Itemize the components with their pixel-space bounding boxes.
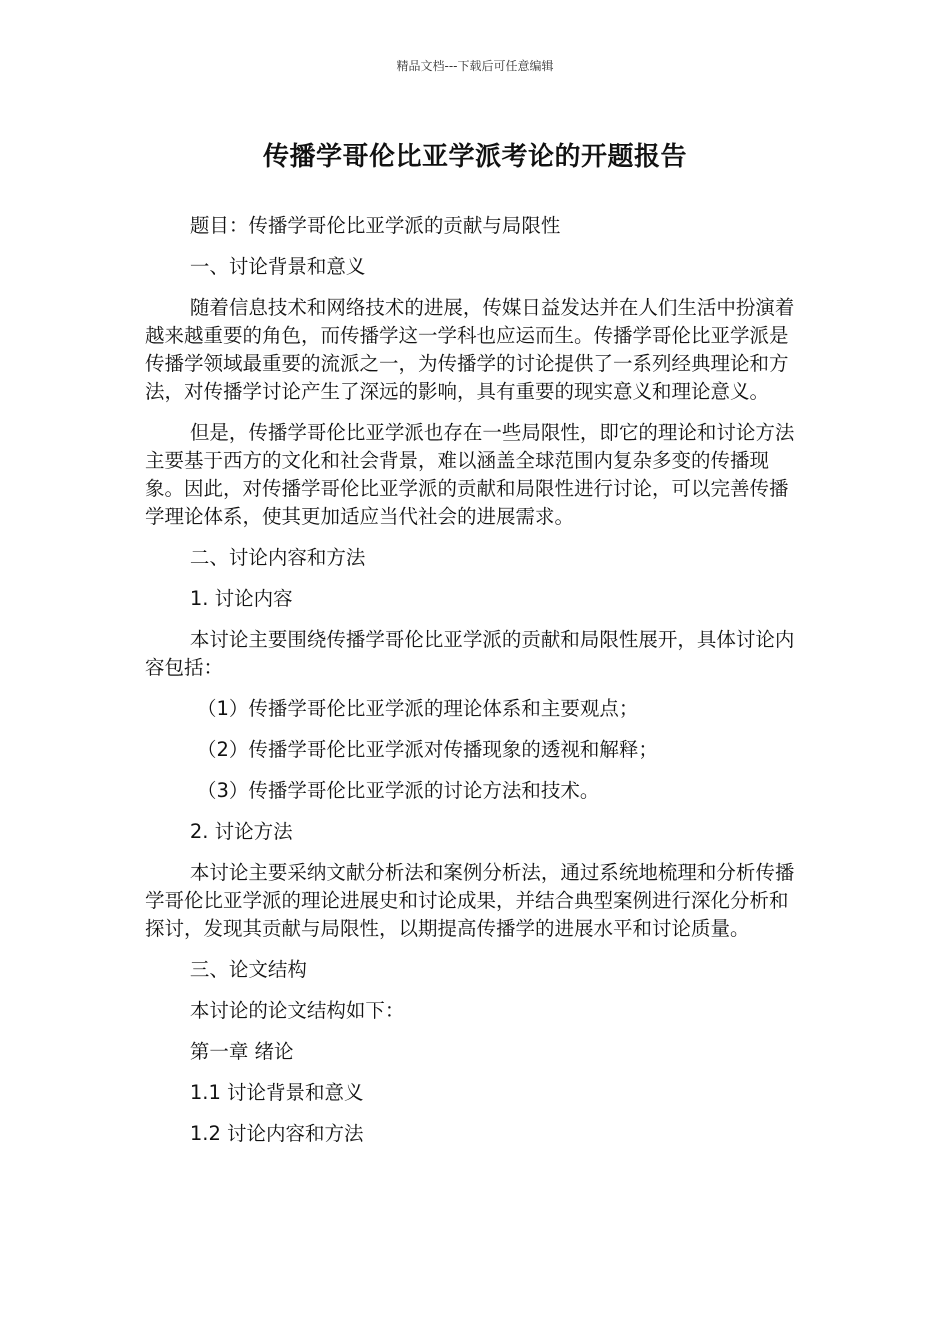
chapter-item-1-2: 1.2 讨论内容和方法 [189,1122,364,1145]
document-title: 传播学哥伦比亚学派考论的开题报告 [262,142,687,172]
paragraph-method: 本讨论主要采纳文献分析法和案例分析法，通过系统地梳理和分析传播学哥伦比亚学派的理论进展史和讨论成果，并结合典型案例进行深化分析和探讨，发现其贡献与局限性，以期提高传播学的进展水平和讨论质量。 [145,861,795,940]
paragraph-structure-intro: 本讨论的论文结构如下： [189,999,405,1022]
paragraph-background-2: 但是，传播学哥伦比亚学派也存在一些局限性，即它的理论和讨论方法主要基于西方的文化和社会背景，难以涵盖全球范围内复杂多变的传播现象。因此，对传播学哥伦比亚学派的贡献和局限性进行讨论，可以完善传播学理论体系，使其更加适应当代社会的进展需求。 [145,421,795,528]
subheading-content: 1. 讨论内容 [189,587,293,610]
section-heading-content-method: 二、讨论内容和方法 [189,546,366,569]
header-note: 精品文档---下载后可任意编辑 [396,59,554,73]
subheading-method: 2. 讨论方法 [189,820,293,843]
document-body [145,212,795,1161]
chapter-heading-1: 第一章 绪论 [189,1040,294,1063]
section-heading-structure: 三、论文结构 [189,958,307,981]
list-item-content-2: （2）传播学哥伦比亚学派对传播现象的透视和解释； [197,738,658,761]
list-item-content-1: （1）传播学哥伦比亚学派的理论体系和主要观点； [197,697,639,720]
list-item-content-3: （3）传播学哥伦比亚学派的讨论方法和技术。 [197,779,600,802]
paragraph-topic: 题目：传播学哥伦比亚学派的贡献与局限性 [189,214,561,237]
paragraph-background-1: 随着信息技术和网络技术的进展，传媒日益发达并在人们生活中扮演着越来越重要的角色，而传播学这一学科也应运而生。传播学哥伦比亚学派是传播学领域最重要的流派之一，为传播学的讨论提供了一系列经典理论和方法，对传播学讨论产生了深远的影响，具有重要的现实意义和理论意义。 [145,296,795,403]
paragraph-content-intro: 本讨论主要围绕传播学哥伦比亚学派的贡献和局限性展开，具体讨论内容包括： [145,628,795,679]
section-heading-background: 一、讨论背景和意义 [189,255,366,278]
chapter-item-1-1: 1.1 讨论背景和意义 [189,1081,364,1104]
